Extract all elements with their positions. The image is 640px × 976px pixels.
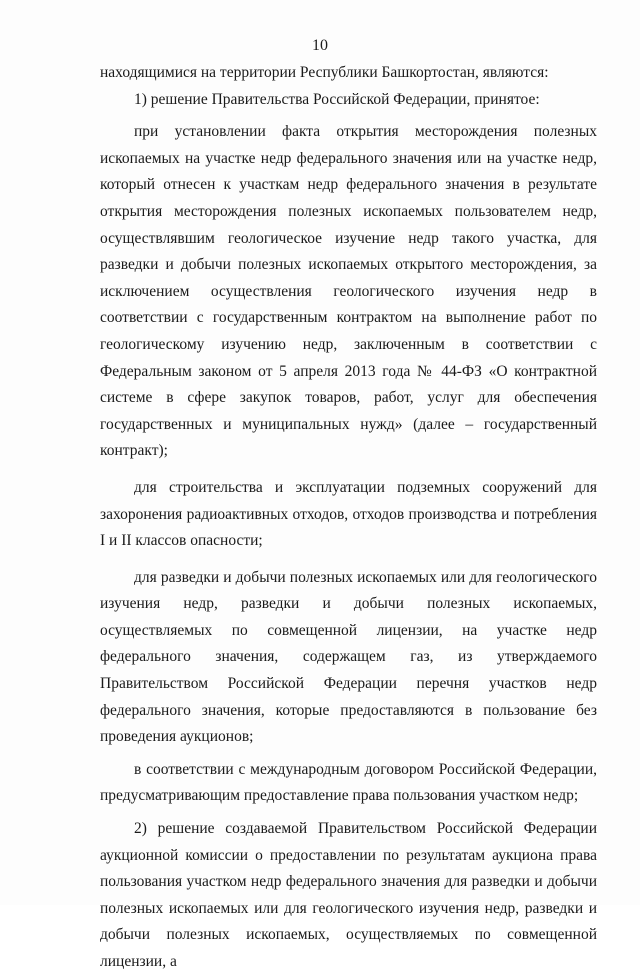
paragraph-item-2: 2) решение создаваемой Правительством Российской Федерации аукционной комиссии о предоставлении по результатам аукциона права пользования участком недр федерального значения для разведки и добычи полезных ископаемых или для геологического изучения недр, разведки и добычи полезных ископаемых, осуществляемых по совмещенной лицензии, а [100, 820, 597, 970]
paragraph-item-1: 1) решение Правительства Российской Федерации, принятое: [134, 90, 540, 108]
paragraph-continuation: находящимися на территории Республики Башкортостан, являются: [100, 64, 549, 81]
paragraph-underground-facilities: для строительства и эксплуатации подземных сооружений для захоронения радиоактивных отходов, отходов производства и потребления I и II классов опасности; [100, 478, 597, 550]
paragraph-gas-subsoil: для разведки и добычи полезных ископаемых или для геологического изучения недр, разведки и добычи полезных ископаемых, осуществляемых по совмещенной лицензии, на участке недр федерального значения, содержащем газ, из утверждаемого Правительством Российской Федерации перечня участков недр федерального значения, которые предоставляются в пользование без проведения аукционов; [100, 568, 597, 746]
paragraph-field-discovery: при установлении факта открытия месторождения полезных ископаемых на участке недр федерального значения или на участке недр, который отнесен к участкам недр федерального значения в результате открытия месторождения полезных ископаемых пользователем недр, осуществлявшим геологическое изучение недр такого участка, для разведки и добычи полезных ископаемых открытого месторождения, за исключением осуществления геологического изучения недр в соответствии с государственным контрактом на выполнение работ по геологическому изучению недр, заключенным в соответствии с Федеральным законом от 5 апреля 2013 года № 44-ФЗ «О контрактной системе в сфере закупок товаров, работ, услуг для обеспечения государственных и муниципальных нужд» (далее – государственный контракт); [100, 123, 597, 460]
paragraph-international-treaty: в соответствии с международным договором Российской Федерации, предусматривающим предоставление права пользования участком недр; [100, 760, 597, 805]
page-number: 10 [312, 37, 328, 54]
document-body [100, 60, 597, 976]
